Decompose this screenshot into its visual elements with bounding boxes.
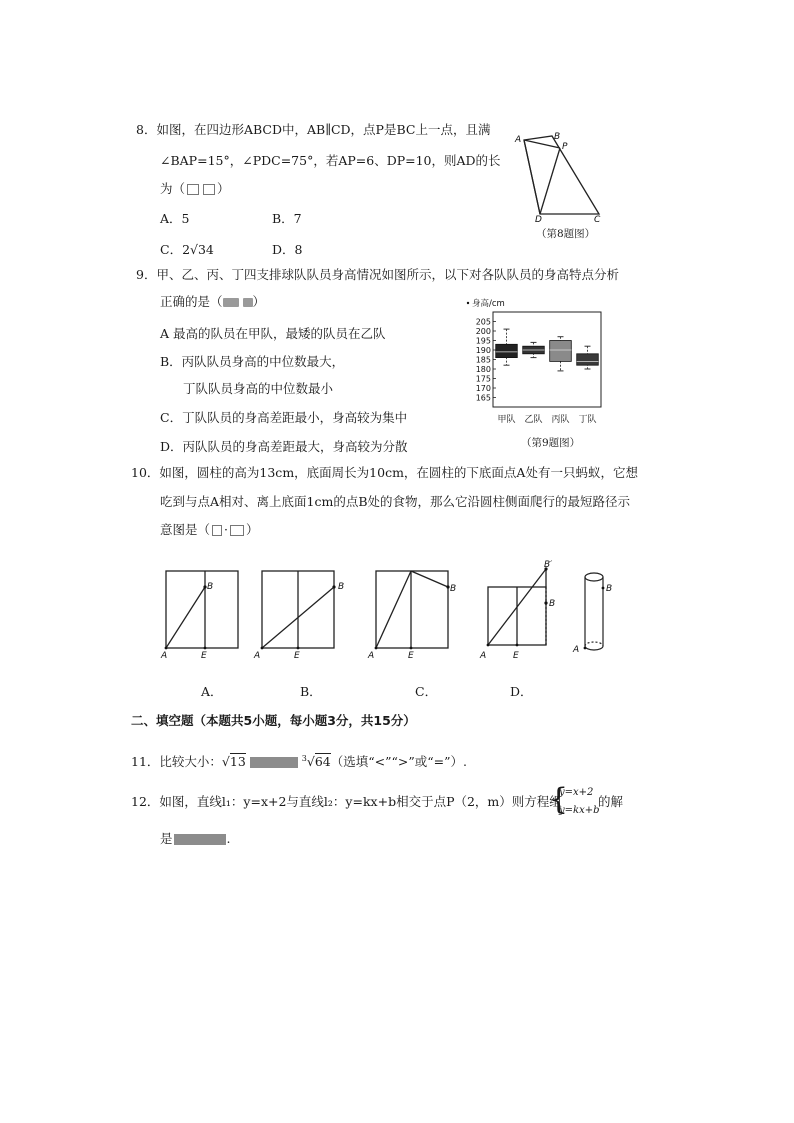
y-tick-label: 185 — [475, 355, 491, 365]
q8-option-c: C．2√34 — [160, 242, 214, 257]
q12-answer-blank — [174, 834, 226, 845]
q9-line2-end: ） — [252, 294, 266, 309]
q8-caption: （第8题图） — [536, 228, 596, 240]
cylinder-label-b: B — [606, 584, 613, 594]
q8-line2: ∠BAP=15°，∠PDC=75°，若AP=6、DP=10，则AD的长 — [160, 153, 501, 168]
q10-line3-text: 意图是（ — [160, 522, 211, 537]
answer-blank — [223, 298, 239, 307]
q10a-label-b: B — [207, 582, 214, 592]
q8-figure — [510, 122, 610, 222]
cylinder-label-a: A — [573, 645, 580, 654]
q10-figure-a — [158, 565, 244, 661]
q8-option-d: D．8 — [272, 242, 303, 257]
y-tick-label: 190 — [475, 346, 491, 355]
q8-line1: 8．如图，在四边形ABCD中，AB∥CD，点P是BC上一点，且满 — [136, 122, 491, 137]
q9-option-b2: 丁队队员身高的中位数最小 — [183, 381, 334, 396]
q10d-label-b: B — [549, 599, 556, 609]
q9-caption: （第9题图） — [521, 437, 581, 449]
section-2-title: 二、填空题（本题共5小题，每小题3分，共15分） — [131, 713, 416, 728]
q10-option-a: A． — [201, 684, 223, 699]
q8-label-b: B — [554, 132, 561, 142]
q10a-label-e: E — [201, 651, 207, 661]
q8-line3-end: ） — [217, 181, 230, 196]
q10b-label-e: E — [294, 651, 300, 661]
q12-eq1: y=x+2 — [559, 787, 594, 798]
q12-eq2: y=kx+b — [559, 805, 600, 816]
sqrt-symbol-icon: √ — [221, 754, 230, 770]
y-tick-label: 200 — [475, 327, 491, 336]
q11-root-index: 3 — [301, 754, 307, 763]
q10-option-d: D． — [510, 684, 533, 699]
y-tick-label: 205 — [475, 317, 491, 327]
q12-line2-end: . — [226, 831, 231, 846]
x-category-label: 丁队 — [578, 415, 597, 425]
sqrt-symbol-icon: √ — [306, 754, 315, 770]
q10-line3-end: ） — [246, 522, 259, 537]
q10c-label-b: B — [450, 584, 457, 594]
q11-answer-blank — [250, 757, 298, 768]
answer-box-icon — [212, 525, 222, 536]
q10-line3: 意图是（ · ） — [160, 522, 259, 537]
q10c-label-a: A — [368, 651, 375, 661]
q10d-label-e: E — [513, 651, 519, 661]
q12-line1: 12．如图，直线l₁：y=x+2与直线l₂：y=kx+b相交于点P（2，m）则方程组 — [131, 794, 562, 809]
q10-line2: 吃到与点A相对、离上底面1cm的点B处的食物，那么它沿圆柱侧面爬行的最短路径示 — [160, 494, 631, 509]
q10-option-b: B． — [300, 684, 322, 699]
q10b-label-a: A — [254, 651, 261, 661]
q8-label-a: A — [515, 135, 522, 145]
q9-option-d: D．丙队队员的身高差距最大，身高较为分散 — [160, 439, 408, 454]
q11-line — [131, 750, 467, 771]
q9-box-chart — [462, 297, 612, 427]
q8-option-b: B．7 — [272, 211, 302, 226]
q12-line2 — [160, 830, 231, 848]
q8-option-a: A．5 — [160, 211, 190, 226]
q9-option-a: A 最高的队员在甲队，最矮的队员在乙队 — [160, 326, 386, 341]
answer-box-icon — [203, 184, 215, 195]
y-tick-label: 175 — [475, 374, 491, 384]
q8-label-d: D — [535, 215, 542, 222]
q10a-label-a: A — [161, 651, 168, 661]
q10-cylinder-figure — [568, 568, 618, 654]
x-category-label: 丙队 — [551, 415, 570, 425]
y-tick-label: 180 — [475, 365, 491, 374]
q11-left-radicand: 13 — [229, 754, 246, 770]
q11-pre: 11．比较大小： — [131, 754, 222, 770]
q9-line2 — [160, 293, 265, 311]
q10-option-c: C． — [415, 684, 438, 699]
y-tick-label: 195 — [475, 336, 491, 346]
chart-y-label: 身高/cm — [472, 299, 505, 309]
q11-post: （选填“<”“>”或“=”）. — [330, 754, 467, 770]
q10d-label-bprime: B′ — [544, 560, 553, 570]
q8-label-c: C — [594, 215, 601, 222]
q10b-label-b: B — [338, 582, 345, 592]
q9-line2-text: 正确的是（ — [160, 294, 223, 309]
q10c-label-e: E — [408, 651, 414, 661]
y-tick-label: 170 — [475, 384, 491, 393]
q8-line3 — [160, 180, 230, 198]
y-tick-label: 165 — [475, 393, 491, 403]
answer-box-icon — [230, 525, 244, 536]
q10-line1: 10．如图，圆柱的高为13cm，底面周长为10cm，在圆柱的下底面点A处有一只蚂蚁，它想 — [131, 465, 638, 480]
x-category-label: 乙队 — [524, 415, 543, 425]
q10d-label-a: A — [480, 651, 487, 661]
q10-figure-d — [476, 558, 572, 664]
q10-figure-b — [252, 565, 352, 661]
q12-line2-text: 是 — [160, 831, 173, 846]
answer-box-icon — [187, 184, 199, 195]
q8-line3-text: 为（ — [160, 181, 186, 196]
q10-figure-c — [364, 565, 464, 661]
q11-right-radicand: 64 — [314, 754, 331, 770]
q9-option-b1: B．丙队队员身高的中位数最大， — [160, 354, 345, 369]
q12-line1-end: 的解 — [598, 794, 624, 809]
q9-line1: 9．甲、乙、丙、丁四支排球队队员身高情况如图所示，以下对各队队员的身高特点分析 — [136, 267, 619, 282]
q8-label-p: P — [562, 142, 568, 152]
box-1 — [496, 344, 518, 357]
brace-icon: { — [549, 782, 569, 817]
box-4 — [577, 354, 599, 365]
answer-blank — [243, 298, 253, 307]
box-3 — [550, 341, 572, 362]
x-category-label: 甲队 — [497, 415, 516, 425]
dot-icon — [467, 302, 469, 304]
q9-option-c: C．丁队队员的身高差距最小，身高较为集中 — [160, 410, 408, 425]
